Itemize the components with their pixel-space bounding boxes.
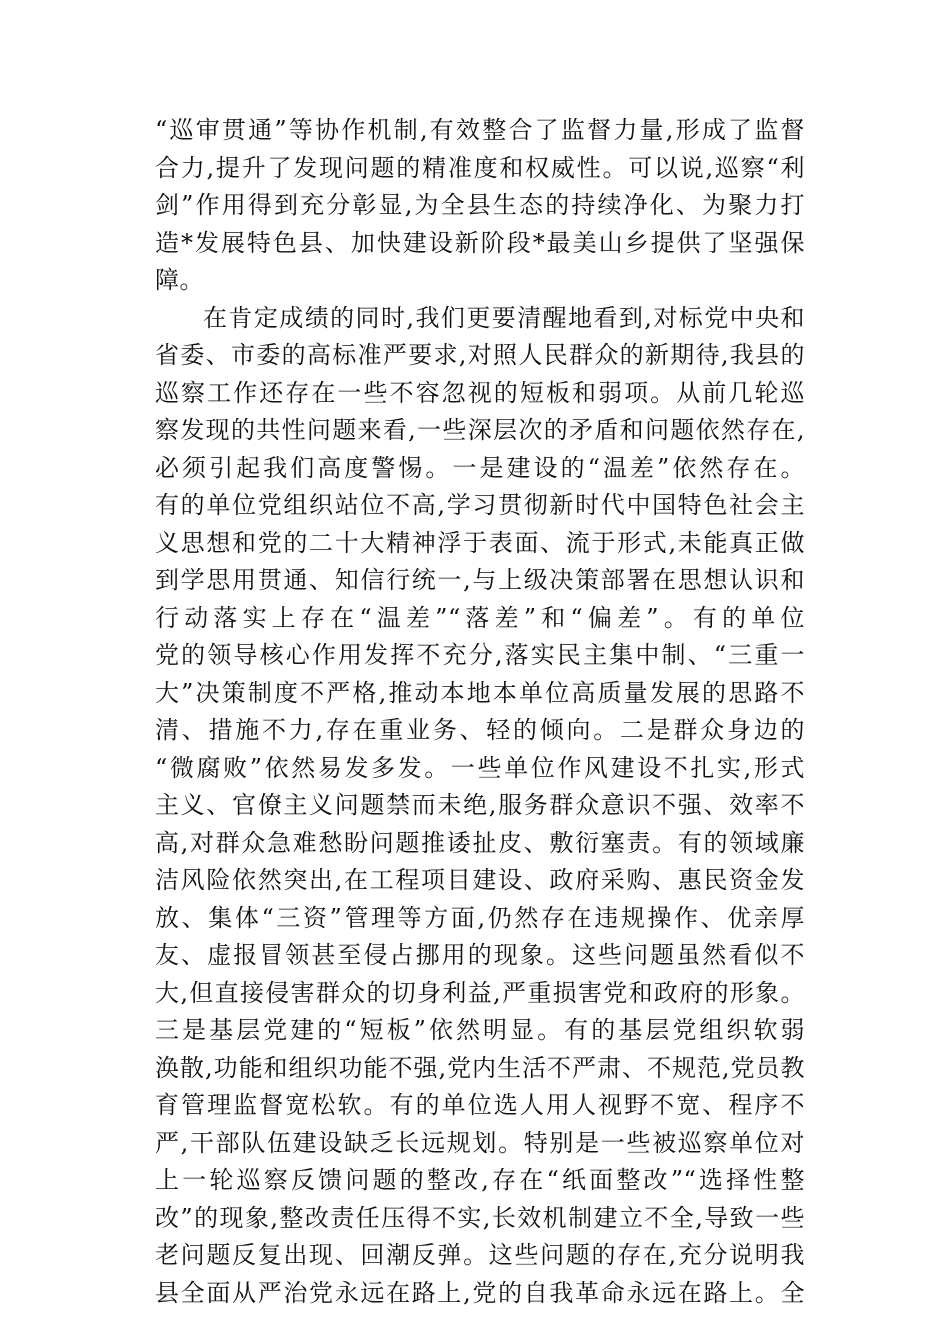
- text-line: 剑”作用得到充分彰显,为全县生态的持续净化、为聚力打: [155, 191, 805, 219]
- text-line: 上一轮巡察反馈问题的整改,存在“纸面整改”“选择性整: [155, 1166, 805, 1194]
- text-line: 改”的现象,整改责任压得不实,长效机制建立不全,导致一些: [155, 1203, 805, 1232]
- text-line: 合力,提升了发现问题的精准度和权威性。可以说,巡察“利: [155, 153, 805, 182]
- body-text: [155, 112, 805, 1312]
- text-line: 涣散,功能和组织功能不强,党内生活不严肃、不规范,党员教: [155, 1053, 805, 1082]
- text-line: 行动落实上存在“温差”“落差”和“偏差”。有的单位: [155, 603, 805, 632]
- text-line: 洁风险依然突出,在工程项目建设、政府采购、惠民资金发: [155, 866, 805, 894]
- text-line: 造*发展特色县、加快建设新阶段*最美山乡提供了坚强保: [155, 228, 805, 257]
- text-line: 障。: [155, 266, 204, 294]
- text-line: “微腐败”依然易发多发。一些单位作风建设不扎实,形式: [155, 753, 805, 782]
- text-line: 省委、市委的高标准严要求,对照人民群众的新期待,我县的: [155, 341, 805, 369]
- text-line: “巡审贯通”等协作机制,有效整合了监督力量,形成了监督: [155, 116, 805, 144]
- text-line: 三是基层党建的“短板”依然明显。有的基层党组织软弱: [155, 1016, 805, 1044]
- text-line: 党的领导核心作用发挥不充分,落实民主集中制、“三重一: [155, 641, 805, 669]
- text-line: 大,但直接侵害群众的切身利益,严重损害党和政府的形象。: [155, 978, 805, 1007]
- text-line: 大”决策制度不严格,推动本地本单位高质量发展的思路不: [155, 678, 805, 707]
- text-line: 老问题反复出现、回潮反弹。这些问题的存在,充分说明我: [155, 1241, 805, 1269]
- text-line: 高,对群众急难愁盼问题推诿扯皮、敷衍塞责。有的领域廉: [155, 828, 805, 857]
- text-line: 严,干部队伍建设缺乏长远规划。特别是一些被巡察单位对: [155, 1128, 805, 1157]
- paragraph-first-line: 在肯定成绩的同时,我们更要清醒地看到,对标党中央和: [203, 303, 805, 332]
- text-line: 到学思用贯通、知信行统一,与上级决策部署在思想认识和: [155, 566, 805, 594]
- text-line: 巡察工作还存在一些不容忽视的短板和弱项。从前几轮巡: [155, 378, 805, 407]
- text-line: 主义、官僚主义问题禁而未绝,服务群众意识不强、效率不: [155, 791, 805, 819]
- text-line: 必须引起我们高度警惕。一是建设的“温差”依然存在。: [155, 453, 805, 482]
- text-line: 放、集体“三资”管理等方面,仍然存在违规操作、优亲厚: [155, 903, 805, 932]
- text-line: 有的单位党组织站位不高,学习贯彻新时代中国特色社会主: [155, 491, 805, 519]
- text-line: 察发现的共性问题来看,一些深层次的矛盾和问题依然存在,: [155, 416, 805, 444]
- text-line: 县全面从严治党永远在路上,党的自我革命永远在路上。全: [155, 1278, 805, 1307]
- text-line: 友、虚报冒领甚至侵占挪用的现象。这些问题虽然看似不: [155, 941, 805, 969]
- text-line: 义思想和党的二十大精神浮于表面、流于形式,未能真正做: [155, 528, 805, 557]
- text-line: 清、措施不力,存在重业务、轻的倾向。二是群众身边的: [155, 716, 805, 744]
- text-line: 育管理监督宽松软。有的单位选人用人视野不宽、程序不: [155, 1091, 805, 1119]
